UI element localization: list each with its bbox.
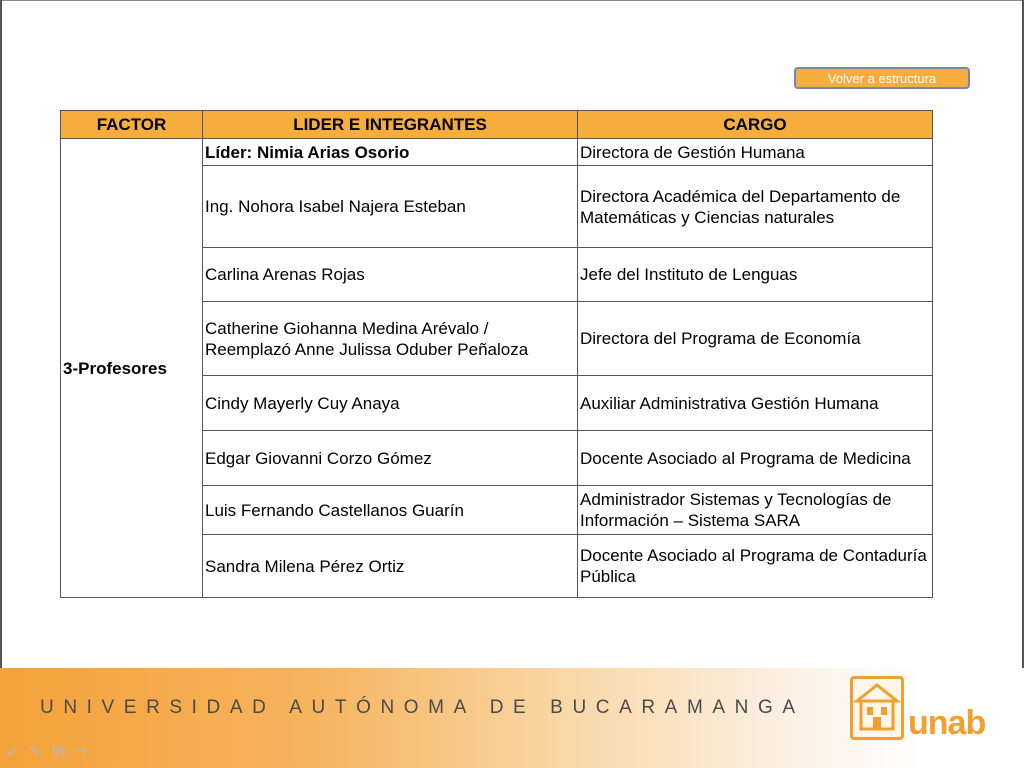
- header-factor: FACTOR: [61, 111, 203, 139]
- member-name: Sandra Milena Pérez Ortiz: [203, 535, 578, 598]
- member-name: Edgar Giovanni Corzo Gómez: [203, 431, 578, 486]
- member-cargo: Docente Asociado al Programa de Contaduría Pública: [578, 535, 933, 598]
- header-cargo: CARGO: [578, 111, 933, 139]
- member-cargo: Directora Académica del Departamento de Matemáticas y Ciencias naturales: [578, 166, 933, 248]
- slide-nav-controls: [6, 742, 88, 760]
- next-arrow-icon[interactable]: ↪: [75, 743, 88, 760]
- member-name: Líder: Nimia Arias Osorio: [203, 139, 578, 166]
- frame-left: [0, 0, 2, 768]
- member-cargo: Directora del Programa de Economía: [578, 302, 933, 376]
- pen-icon[interactable]: ✎: [28, 743, 42, 760]
- member-name: Cindy Mayerly Cuy Anaya: [203, 376, 578, 431]
- member-cargo: Auxiliar Administrativa Gestión Humana: [578, 376, 933, 431]
- committee-table: [60, 110, 933, 598]
- member-cargo: Jefe del Instituto de Lenguas: [578, 248, 933, 302]
- member-cargo: Docente Asociado al Programa de Medicina: [578, 431, 933, 486]
- frame-top: [0, 0, 1024, 1]
- menu-icon[interactable]: ▤: [51, 743, 66, 760]
- university-name: UNIVERSIDAD AUTÓNOMA DE BUCARAMANGA: [40, 697, 805, 718]
- table-header-row: [61, 111, 933, 139]
- factor-cell: 3-Profesores: [61, 139, 203, 598]
- member-name: Luis Fernando Castellanos Guarín: [203, 486, 578, 535]
- back-to-structure-button[interactable]: Volver a estructura: [794, 67, 970, 89]
- header-lider: LIDER E INTEGRANTES: [203, 111, 578, 139]
- unab-logo-text: unab: [908, 704, 986, 742]
- member-name: Ing. Nohora Isabel Najera Esteban: [203, 166, 578, 248]
- prev-arrow-icon[interactable]: ↙: [6, 743, 19, 760]
- unab-building-logo-icon: [850, 676, 904, 740]
- member-cargo: Administrador Sistemas y Tecnologías de Información – Sistema SARA: [578, 486, 933, 535]
- table-row: [61, 139, 933, 166]
- member-cargo: Directora de Gestión Humana: [578, 139, 933, 166]
- building-icon: [853, 679, 901, 737]
- member-name: Carlina Arenas Rojas: [203, 248, 578, 302]
- member-name: Catherine Giohanna Medina Arévalo / Reemplazó Anne Julissa Oduber Peñaloza: [203, 302, 578, 376]
